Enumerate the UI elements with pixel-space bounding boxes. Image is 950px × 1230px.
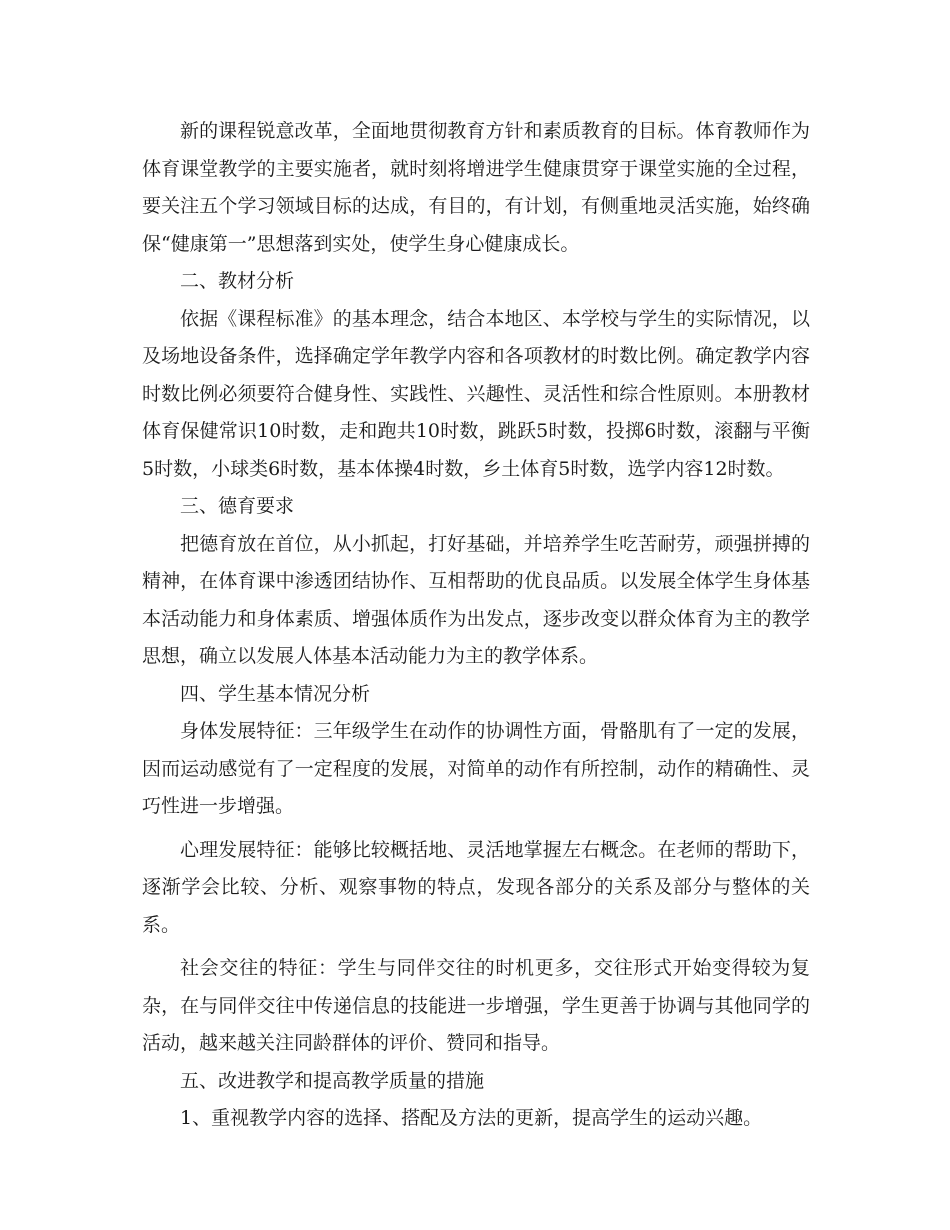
document-body: [142, 113, 810, 1138]
paragraph-materials: 依据《课程标准》的基本理念，结合本地区、本学校与学生的实际情况，以及场地设备条件，选择确定学年教学内容和各项教材的时数比例。确定教学内容时数比例必须要符合健身性、实践性、兴趣性、灵活性和综合性原则。本册教材体育保健常识10时数，走和跑共10时数，跳跃5时数，投掷6时数，滚翻与平衡5时数，小球类6时数，基本体操4时数，乡土体育5时数，选学内容12时数。: [142, 307, 810, 480]
section-heading-measures: 五、改进教学和提高教学质量的措施: [180, 1069, 485, 1092]
paragraph-psychological: 心理发展特征：能够比较概括地、灵活地掌握左右概念。在老师的帮助下，逐渐学会比较、分析、观察事物的特点，发现各部分的关系及部分与整体的关系。: [142, 838, 810, 936]
section-heading-materials: 二、教材分析: [180, 270, 295, 292]
paragraph-moral: 把德育放在首位，从小抓起，打好基础，并培养学生吃苦耐劳，顽强拼搏的精神，在体育课中渗透团结协作、互相帮助的优良品质。以发展全体学生身体基本活动能力和身体素质、增强体质作为出发点，逐步改变以群众体育为主的教学思想，确立以发展人体基本活动能力为主的教学体系。: [142, 532, 810, 667]
measure-item-1: 1、重视教学内容的选择、搭配及方法的更新，提高学生的运动兴趣。: [180, 1107, 763, 1129]
paragraph-physical: 身体发展特征：三年级学生在动作的协调性方面，骨骼肌有了一定的发展，因而运动感觉有了一定程度的发展，对简单的动作有所控制，动作的精确性、灵巧性进一步增强。: [142, 720, 810, 817]
section-heading-moral: 三、德育要求: [180, 495, 295, 517]
paragraph-intro: 新的课程锐意改革，全面地贯彻教育方针和素质教育的目标。体育教师作为体育课堂教学的主要实施者，就时刻将增进学生健康贯穿于课堂实施的全过程，要关注五个学习领域目标的达成，有目的，有计划，有侧重地灵活实施，始终确保“健康第一”思想落到实处，使学生身心健康成长。: [142, 120, 810, 255]
section-heading-students: 四、学生基本情况分析: [180, 682, 371, 705]
paragraph-social: 社会交往的特征：学生与同伴交往的时机更多，交往形式开始变得较为复杂，在与同伴交往中传递信息的技能进一步增强，学生更善于协调与其他同学的活动，越来越关注同龄群体的评价、赞同和指导。: [142, 957, 810, 1054]
